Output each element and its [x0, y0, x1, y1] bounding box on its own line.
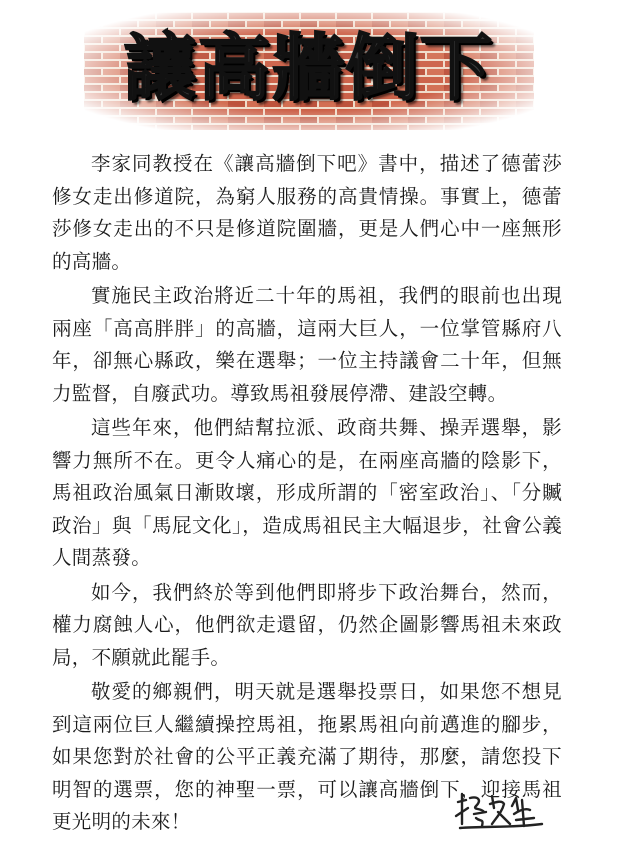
paragraph: 敬愛的鄉親們，明天就是選舉投票日，如果您不想見到這兩位巨人繼續操控馬祖，拖累馬祖向前邁進的腳步，如果您對於社會的公平正義充滿了期待，那麼，請您投下明智的選票，您的神聖一票，可以讓高牆倒下，迎接馬祖更光明的未來！: [52, 680, 562, 833]
paragraph: 這些年來，他們結幫拉派、政商共舞、操弄選舉，影響力無所不在。更令人痛心的是，在兩座高牆的陰影下，馬祖政治風氣日漸敗壞，形成所謂的「密室政治」、「分贓政治」與「馬屁文化」，造成馬祖民主大幅退步，社會公義人間蒸發。: [52, 416, 562, 569]
paragraph: 如今，我們終於等到他們即將步下政治舞台，然而，權力腐蝕人心，他們欲走還留，仍然企圖影響馬祖未來政局，不願就此罷手。: [52, 580, 562, 669]
page-title: 讓高牆倒下: [123, 26, 494, 110]
title-banner: [84, 12, 534, 130]
handwritten-signature: [452, 788, 548, 834]
paragraph: 實施民主政治將近二十年的馬祖，我們的眼前也出現兩座「高高胖胖」的高牆，這兩大巨人，一位掌管縣府八年，卻無心縣政，樂在選舉；一位主持議會二十年，但無力監督，自廢武功。導致馬祖發展停滯、建設空轉。: [52, 284, 562, 405]
article-body: [52, 148, 562, 841]
paragraph: 李家同教授在《讓高牆倒下吧》書中，描述了德蕾莎修女走出修道院，為窮人服務的高貴情操。事實上，德蕾莎修女走出的不只是修道院圍牆，更是人們心中一座無形的高牆。: [52, 152, 562, 273]
